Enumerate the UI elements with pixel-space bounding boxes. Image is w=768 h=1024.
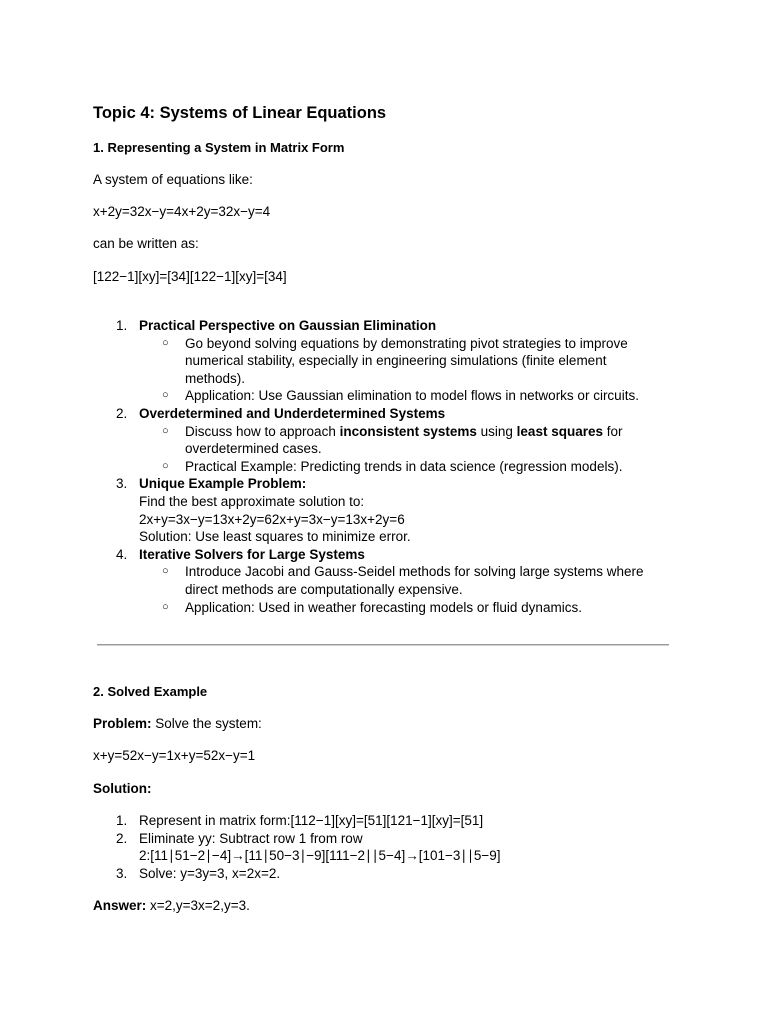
list-item — [93, 405, 683, 423]
text-run: for — [602, 423, 623, 439]
bold-term: inconsistent systems — [339, 423, 477, 439]
problem-statement — [93, 716, 262, 731]
section1-can-be: can be written as: — [93, 236, 199, 251]
sub-list-item — [93, 423, 683, 458]
step-text: Solve: y=3y=3, x=2x=2. — [139, 865, 281, 881]
list-item — [93, 317, 683, 335]
list-item — [93, 812, 683, 830]
section1-intro: A system of equations like: — [93, 172, 253, 187]
step-text: Represent in matrix form:[112−1][xy]=[51][121−1][xy]=[51] — [139, 813, 484, 828]
sub-list-item — [93, 563, 683, 598]
list-number: 2. — [116, 830, 128, 846]
list-item-title: Practical Perspective on Gaussian Elimination — [139, 318, 437, 333]
sub-item-text: Go beyond solving equations by demonstrating pivot strategies to improve — [185, 335, 628, 351]
bullet-icon: ○ — [162, 565, 169, 578]
sub-list-item — [93, 599, 683, 617]
problem-text: Solve the system: — [151, 716, 262, 731]
section2-equations: x+y=52x−y=1x+y=52x−y=1 — [93, 748, 256, 763]
page-title: Topic 4: Systems of Linear Equations — [93, 104, 387, 122]
bullet-icon: ○ — [162, 459, 169, 472]
bullet-icon: ○ — [162, 336, 169, 349]
sub-item-text: Application: Use Gaussian elimination to model flows in networks or circuits. — [185, 388, 639, 404]
list-number: 2. — [116, 405, 128, 421]
answer-label: Answer: — [93, 898, 147, 913]
answer — [93, 898, 250, 913]
section1-matrix: [122−1][xy]=[34][122−1][xy]=[34] — [93, 269, 287, 284]
list-item — [93, 865, 683, 883]
sub-list-item — [93, 458, 683, 476]
list-item-body: Solution: Use least squares to minimize error. — [139, 529, 411, 545]
sub-item-text: numerical stability, especially in engineering simulations (finite element — [185, 353, 607, 369]
list-item-body: Find the best approximate solution to: — [139, 493, 365, 509]
text-run: using — [476, 423, 517, 439]
list-item — [93, 830, 683, 865]
list-number: 1. — [116, 813, 128, 828]
list-item — [93, 475, 683, 493]
sub-item-text: overdetermined cases. — [185, 441, 322, 457]
step-text: 2:[11∣51−2∣−4]→[11∣50−3∣−9][111−2∣∣5−4]→[101−3∣∣5−9] — [139, 848, 501, 864]
section1-equations: x+2y=32x−y=4x+2y=32x−y=4 — [93, 204, 271, 219]
bullet-icon: ○ — [162, 600, 169, 613]
sub-item-text: Practical Example: Predicting trends in data science (regression models). — [185, 458, 623, 474]
problem-label: Problem: — [93, 716, 152, 731]
list-item — [93, 546, 683, 564]
list-item-title: Unique Example Problem: — [139, 476, 307, 492]
answer-text: x=2,y=3x=2,y=3. — [146, 898, 250, 913]
horizontal-divider — [97, 644, 669, 646]
list-number: 1. — [116, 318, 128, 333]
sub-list-item — [93, 335, 683, 388]
bullet-icon: ○ — [162, 424, 169, 437]
sub-item-text — [185, 423, 683, 441]
bullet-icon: ○ — [162, 389, 169, 402]
list-item-title: Overdetermined and Underdetermined Systems — [139, 405, 446, 421]
solution-label: Solution: — [93, 781, 152, 796]
solution-steps — [93, 812, 683, 882]
text-run: Discuss how to approach — [185, 423, 340, 439]
sub-list-item — [93, 387, 683, 405]
list-item-title: Iterative Solvers for Large Systems — [139, 546, 365, 562]
list-number: 3. — [116, 476, 128, 492]
list-item-body: 2x+y=3x−y=13x+2y=62x+y=3x−y=13x+2y=6 — [139, 511, 405, 527]
section1-heading: 1. Representing a System in Matrix Form — [93, 140, 345, 155]
topics-list — [93, 317, 683, 616]
bold-term: least squares — [516, 423, 603, 439]
list-number: 4. — [116, 546, 128, 562]
step-text: Eliminate yy: Subtract row 1 from row — [139, 830, 363, 846]
section2-heading: 2. Solved Example — [93, 684, 208, 699]
sub-item-text: Application: Used in weather forecasting models or fluid dynamics. — [185, 599, 582, 615]
sub-item-text: methods). — [185, 370, 246, 386]
sub-item-text: Introduce Jacobi and Gauss-Seidel methods for solving large systems where — [185, 564, 644, 580]
list-number: 3. — [116, 865, 128, 881]
sub-item-text: direct methods are computationally expensive. — [185, 581, 463, 597]
